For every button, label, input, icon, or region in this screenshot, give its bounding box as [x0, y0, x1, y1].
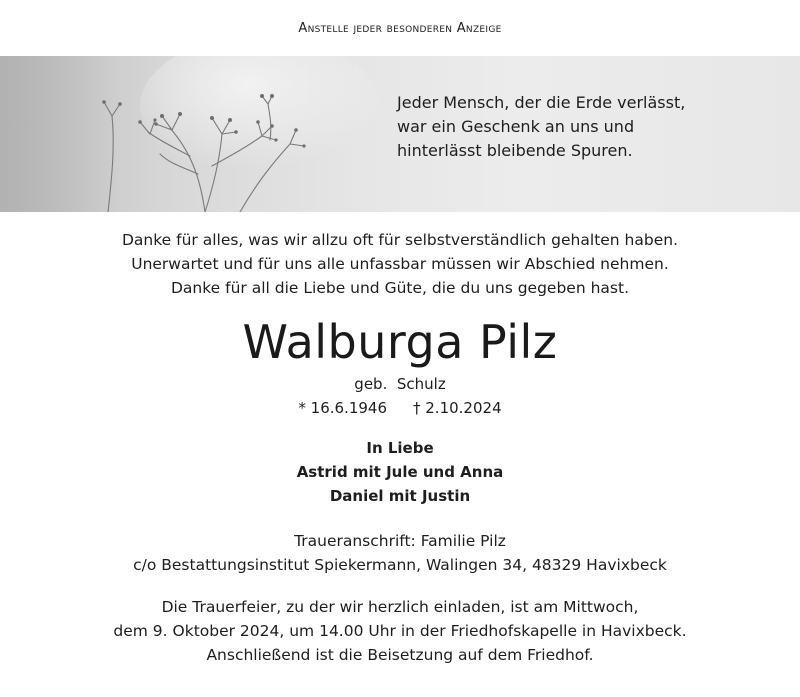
banner-image: [0, 56, 800, 212]
family-line: Daniel mit Justin: [329, 487, 471, 505]
birth-date: * 16.6.1946: [298, 399, 387, 417]
funeral-service-info: [0, 595, 800, 667]
family-line: Astrid mit Jule und Anna: [296, 463, 504, 481]
death-date: † 2.10.2024: [413, 399, 502, 417]
family-line: In Liebe: [366, 439, 434, 457]
service-line: Die Trauerfeier, zu der wir herzlich einladen, ist am Mittwoch,: [161, 598, 639, 616]
service-line: Anschließend ist die Beisetzung auf dem Friedhof.: [206, 646, 594, 664]
life-dates: [0, 397, 800, 419]
address-line: c/o Bestattungsinstitut Spiekermann, Walingen 34, 48329 Havixbeck: [133, 556, 667, 574]
service-line: dem 9. Oktober 2024, um 14.00 Uhr in der Friedhofskapelle in Havixbeck.: [113, 622, 687, 640]
quote-line: Jeder Mensch, der die Erde verlässt,: [397, 93, 686, 112]
family-signature: [0, 436, 800, 508]
intro-line: Danke für all die Liebe und Güte, die du uns gegeben hast.: [171, 279, 629, 297]
intro-line: Unerwartet und für uns alle unfassbar müssen wir Abschied nehmen.: [131, 255, 669, 273]
intro-line: Danke für alles, was wir allzu oft für selbstverständlich gehalten haben.: [121, 231, 679, 249]
mourning-address: [0, 529, 800, 577]
quote: [397, 91, 685, 163]
deceased-name: Walburga Pilz: [242, 315, 558, 369]
quote-line: hinterlässt bleibende Spuren.: [397, 141, 633, 160]
intro-text: [0, 228, 800, 300]
header-label: [0, 0, 800, 56]
header-label-text: Anstelle jeder besonderen Anzeige: [298, 20, 502, 36]
quote-line: war ein Geschenk an uns und: [397, 117, 635, 136]
birth-name: geb. Schulz: [354, 375, 446, 393]
address-line: Traueranschrift: Familie Pilz: [294, 532, 506, 550]
